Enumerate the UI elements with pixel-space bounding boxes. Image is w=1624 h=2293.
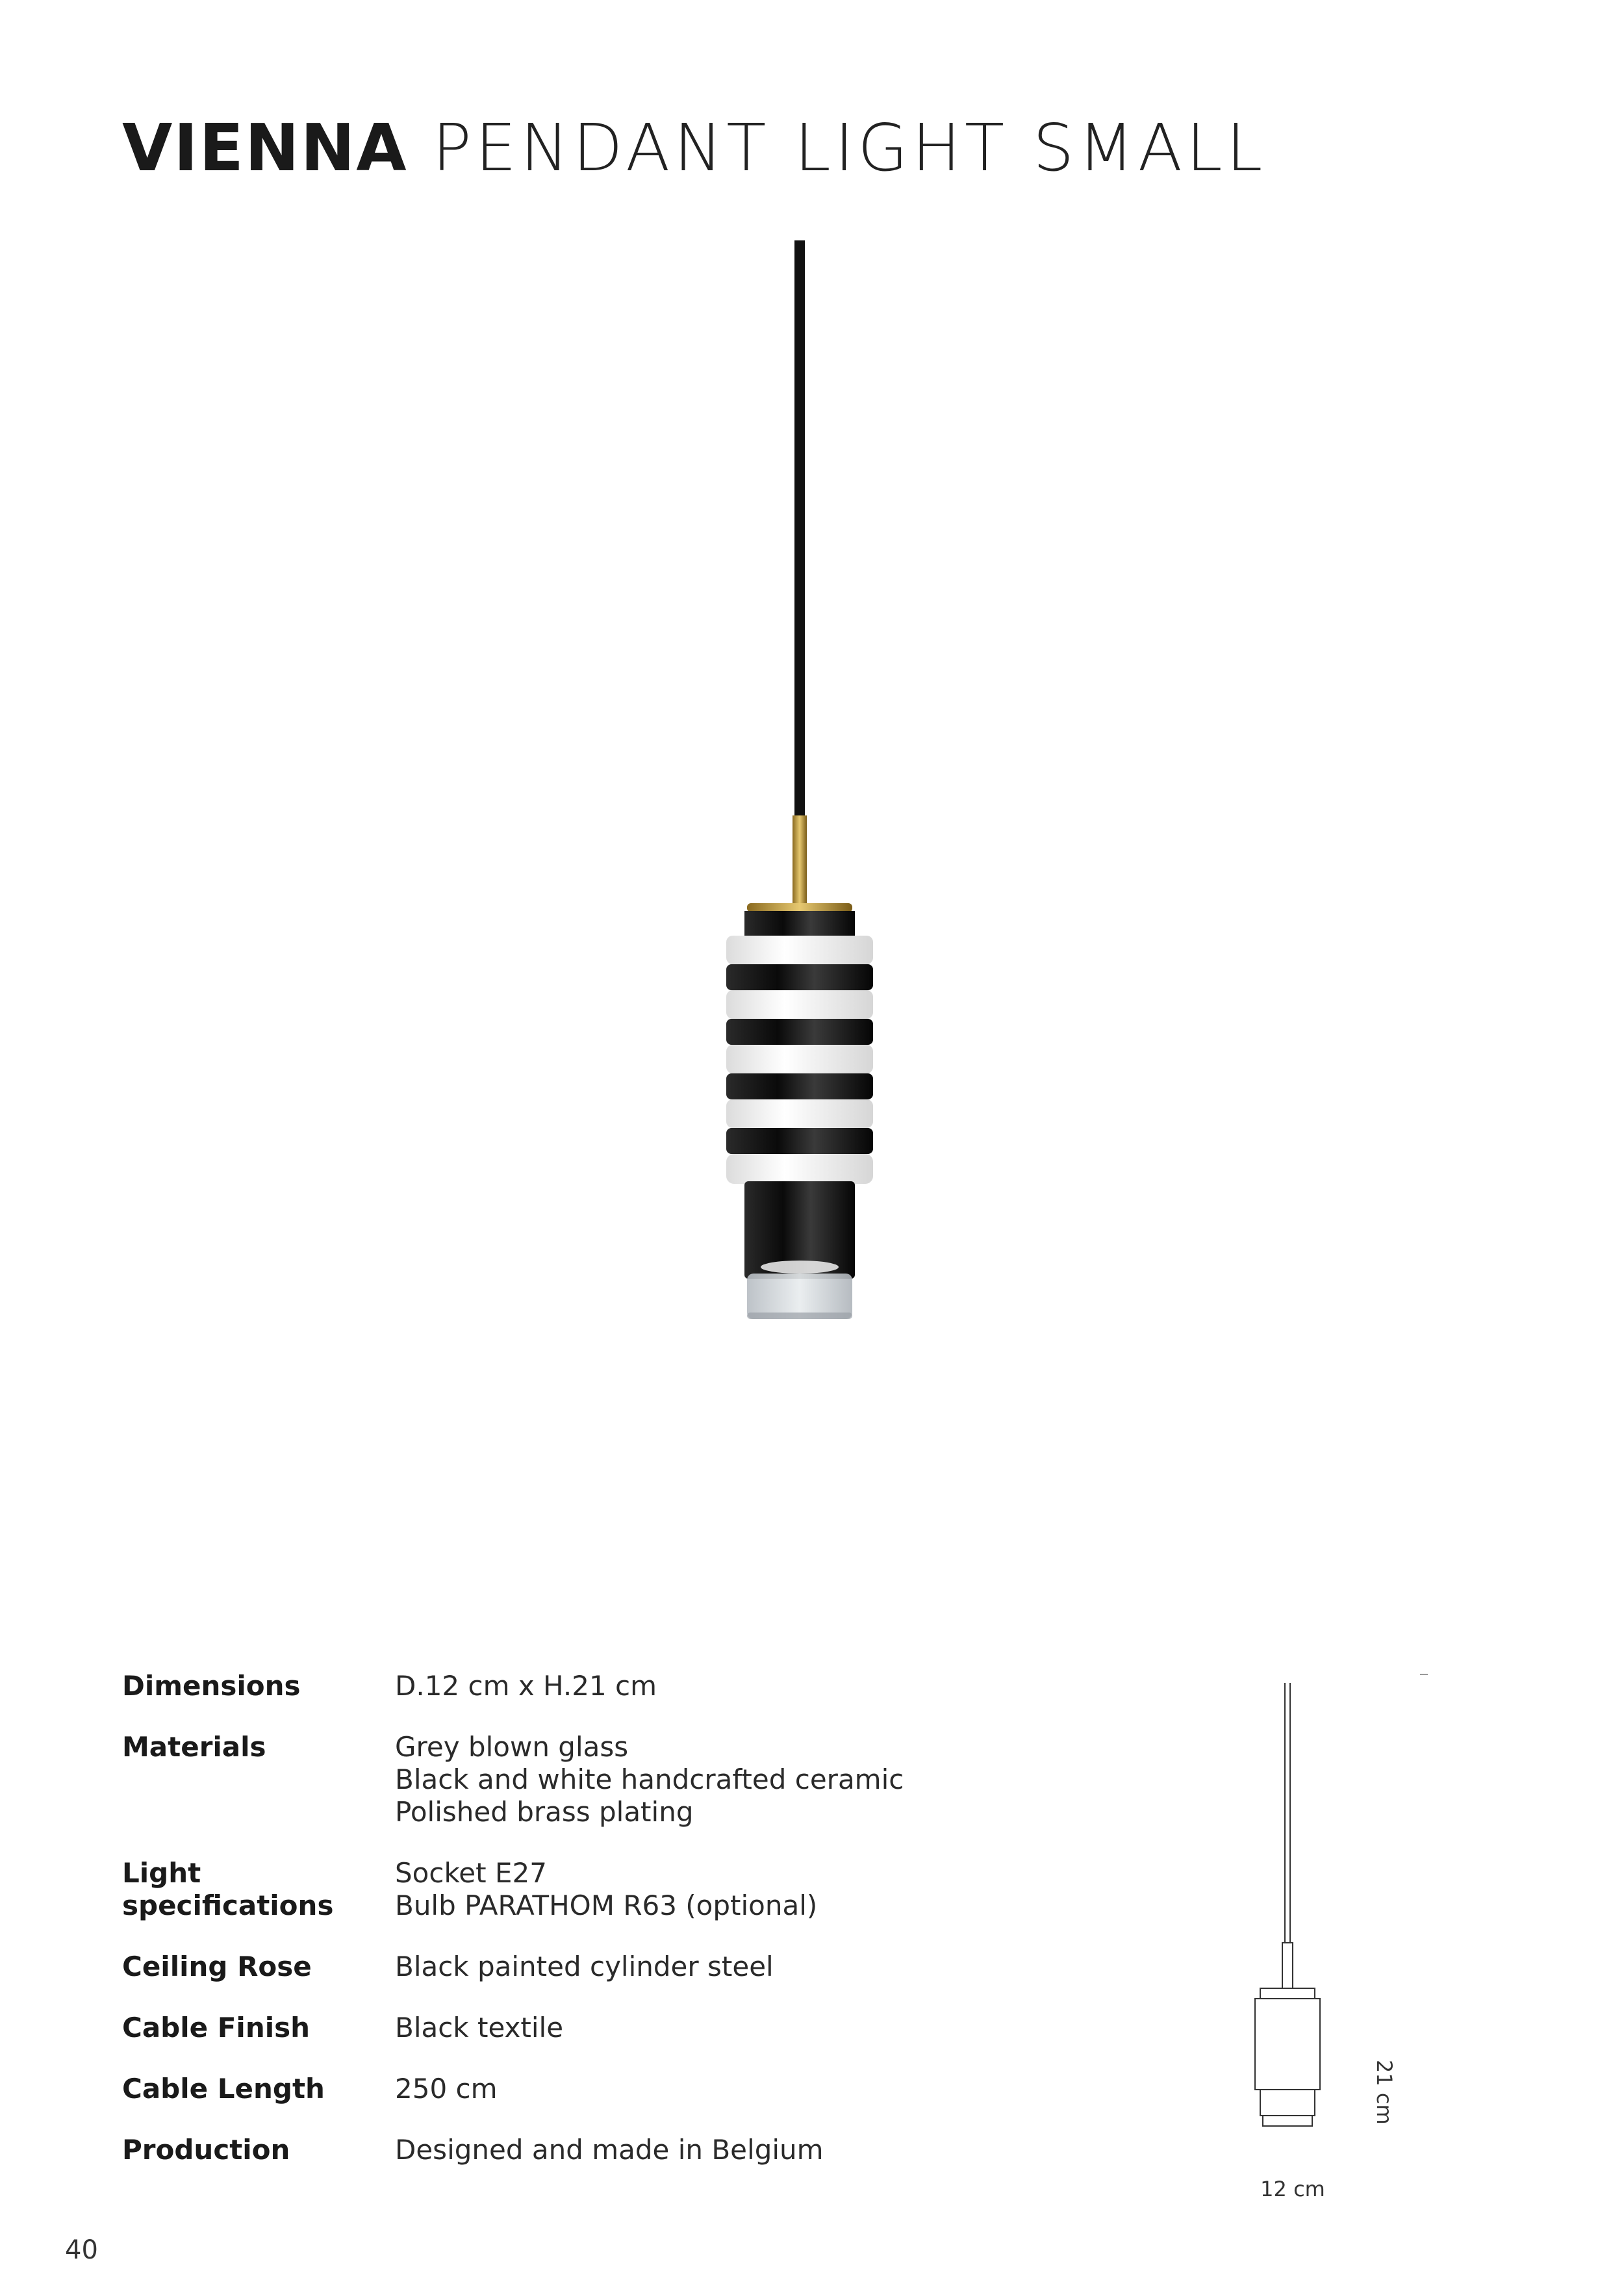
spec-value: D.12 cm x H.21 cm [395,1670,657,1702]
spec-value: Designed and made in Belgium [395,2134,824,2166]
spec-row-materials [122,1731,1097,1828]
spec-row-dimensions [122,1670,1097,1702]
spec-value: Grey blown glass [395,1731,629,1763]
product-name: PENDANT LIGHT SMALL [432,110,1267,186]
spec-label: Cable Length [122,2073,325,2105]
page-number: 40 [65,2235,98,2265]
brass-stem [793,815,807,906]
spec-value: Bulb PARATHOM R63 (optional) [395,1889,818,1921]
spec-value: Polished brass plating [395,1796,694,1828]
spec-value: Socket E27 [395,1857,547,1889]
spec-row-cable-finish [122,2012,1097,2044]
spec-row-ceiling-rose [122,1951,1097,1983]
dimension-line-drawing [1208,1663,1455,2222]
spec-label: Materials [122,1731,266,1763]
spec-label: Dimensions [122,1670,301,1702]
grey-glass-diffuser [747,1274,852,1319]
spec-value: 250 cm [395,2073,498,2105]
striped-ceramic-shade [726,936,873,1184]
spec-row-production [122,2134,1097,2166]
page-title [122,109,1266,187]
product-brand: VIENNA [122,110,408,186]
height-dimension-label: 21 cm [1372,2060,1397,2125]
width-dimension-label: 12 cm [1260,2177,1325,2201]
spec-label: Production [122,2134,290,2166]
specifications-table [122,1670,1097,2195]
spec-value: Black painted cylinder steel [395,1951,774,1982]
spec-label: Light specifications [122,1857,334,1921]
pendant-lamp-image [650,234,948,1339]
spec-row-cable-length [122,2073,1097,2105]
spec-row-light-specifications [122,1857,1097,1922]
spec-value: Black and white handcrafted ceramic [395,1763,904,1795]
cable [794,240,805,825]
spec-label: Cable Finish [122,2012,311,2043]
spec-value: Black textile [395,2012,564,2043]
brass-ring [747,903,852,912]
spec-label: Ceiling Rose [122,1951,312,1982]
